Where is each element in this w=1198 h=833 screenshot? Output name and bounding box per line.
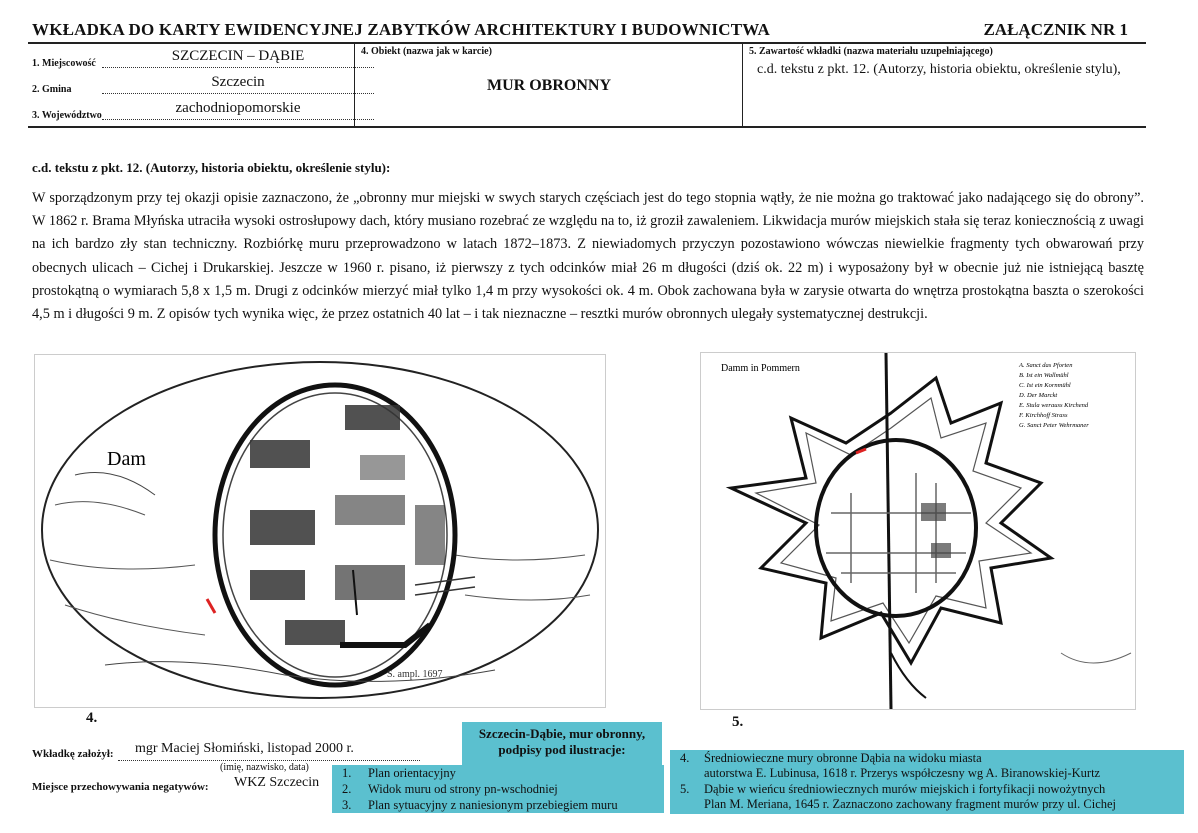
- field-commune: [32, 70, 378, 96]
- caption-5-line1: Dąbie w wieńcu średniowiecznych murów miejskich i fortyfikacji nowożytnych: [704, 782, 1106, 796]
- captions-list-left: 1. Plan orientacyjny 2. Widok muru od strony pn-wschodniej 3. Plan sytuacyjny z naniesionym przebiegiem muru: [332, 765, 664, 813]
- annex-label: ZAŁĄCZNIK NR 1: [983, 20, 1128, 39]
- svg-text:S. ampl. 1697: S. ampl. 1697: [387, 669, 443, 680]
- svg-text:A. Sanct das Pforten: A. Sanct das Pforten: [1019, 362, 1073, 369]
- document-title: WKŁADKA DO KARTY EWIDENCYJNEJ ZABYTKÓW ARCHITEKTURY I BUDOWNICTWA: [32, 20, 771, 39]
- location-column: [28, 44, 354, 126]
- section-title: c.d. tekstu z pkt. 12. (Autorzy, historia obiektu, określenie stylu):: [32, 160, 391, 175]
- plan-legend: [1018, 362, 1089, 429]
- map-label-dam: Dam: [107, 448, 146, 470]
- contents-label: 5. Zawartość wkładki (nazwa materiału uzupełniającego): [749, 46, 993, 57]
- object-column: [354, 44, 743, 126]
- captions-list-right: 4. Średniowieczne mury obronne Dąbia na widoku miasta autorstwa E. Lubinusa, 1618 r. Przerys współczesny wg A. Biranowskiej-Kurtz 5. Dąbie w wieńcu średniowiecznych murów miejskich i fortyfikacji nowożytnych Plan M. Meriana, 1645 r. Zaznaczono zachowany fragment murów przy ul. Cichej: [670, 750, 1184, 814]
- caption-3: Plan sytuacyjny z naniesionym przebiegiem muru: [368, 798, 618, 812]
- founder-label: Wkładkę założył:: [32, 748, 114, 760]
- caption-5-line2: Plan M. Meriana, 1645 r. Zaznaczono zachowany fragment murów przy ul. Cichej: [704, 797, 1117, 811]
- object-value: MUR OBRONNY: [487, 77, 611, 94]
- founder-value: mgr Maciej Słomiński, listopad 2000 r.: [135, 741, 354, 756]
- field-label: 2. Gmina: [32, 84, 72, 95]
- town-view-drawing: [35, 355, 605, 707]
- caption-4-line2: autorstwa E. Lubinusa, 1618 r. Przerys współczesny wg A. Biranowskiej-Kurtz: [704, 766, 1101, 780]
- svg-text:G. Sanct Peter Wehrmaner: G. Sanct Peter Wehrmaner: [1019, 422, 1089, 429]
- field-label: 3. Województwo: [32, 110, 102, 121]
- header-box: [28, 42, 1146, 128]
- illustration-number-4: 4.: [86, 710, 98, 726]
- svg-text:E. Stula werauss Kirchend: E. Stula werauss Kirchend: [1019, 402, 1089, 409]
- merian-plan-illustration: [700, 352, 1136, 710]
- field-value: Szczecin: [211, 74, 265, 90]
- svg-text:B. Ist ein Wallmühl: B. Ist ein Wallmühl: [1019, 372, 1069, 379]
- svg-text:D. Der Marckt: D. Der Marckt: [1019, 392, 1058, 399]
- negatives-value: WKZ Szczecin: [234, 775, 320, 790]
- founder-hint: (imię, nazwisko, data): [220, 762, 309, 773]
- body-paragraph: W sporządzonym przy tej okazji opisie zaznaczono, że „obronny mur miejski w swych starych częściach jest do tego stopnia wątły, że nie można go traktować jako nadającego się do obrony”. W 1862 r. Brama Młyńska utraciła wysoki ostrosłupowy dach, który musiano rozebrać ze względu na to, iż groził zawaleniem. Likwidacja murów miejskich stała się teraz koniecznością z uwagi na ich bardzo zły stan techniczny. Rozbiórkę muru przeprowadzono w latach 1872–1873. Z niewiadomych przyczyn pozostawiono wówczas niewielkie fragmenty tych obwarowań przy obecnych ulicach – Cichej i Drukarskiej. Jeszcze w 1960 r. pisano, iż pierwszy z tych odcinków miał 26 m długości (dziś ok. 22 m) i wyposażony był w obecnie już nie istniejącą basztę prostokątną o wymiarach 5,8 x 1,5 m. Drugi z odcinków mierzyć miał tylko 1,4 m przy wysokości ok. 4 m. Obok zachowana była w zarysie otwarta do wnętrza prostokątna baszta o szerokości 4,5 m i długości 9 m. Z opisów tych wynika więc, że przez ostatnich 40 lat – i tak nieznaczne – resztki murów obronnych ulegały systematycznej destrukcji.: [32, 190, 1144, 323]
- object-label: 4. Obiekt (nazwa jak w karcie): [361, 46, 492, 57]
- plan-title: Damm in Pommern: [721, 363, 800, 374]
- caption-4-line1: Średniowieczne mury obronne Dąbia na widoku miasta: [704, 751, 982, 765]
- field-voivodeship: [32, 96, 378, 122]
- contents-column: [742, 44, 1147, 126]
- field-locality: [32, 44, 378, 70]
- contents-value: c.d. tekstu z pkt. 12. (Autorzy, historia obiektu, określenie stylu),: [757, 62, 1121, 77]
- negatives-label: Miejsce przechowywania negatywów:: [32, 781, 209, 793]
- svg-text:F. Kirchhoff Strass: F. Kirchhoff Strass: [1019, 412, 1068, 419]
- caption-2: Widok muru od strony pn-wschodniej: [368, 782, 558, 796]
- caption-1: Plan orientacyjny: [368, 766, 456, 780]
- merian-plan-drawing: [701, 353, 1135, 709]
- illustration-number-5: 5.: [732, 714, 744, 730]
- field-value: SZCZECIN – DĄBIE: [171, 48, 305, 64]
- field-value: zachodniopomorskie: [175, 100, 301, 116]
- field-label: 1. Miejscowość: [32, 58, 96, 69]
- svg-text:C. Ist ein Kornmühl: C. Ist ein Kornmühl: [1019, 382, 1071, 389]
- captions-title-box: Szczecin-Dąbie, mur obronny, podpisy pod ilustracje:: [462, 722, 662, 766]
- town-view-illustration: [34, 354, 606, 708]
